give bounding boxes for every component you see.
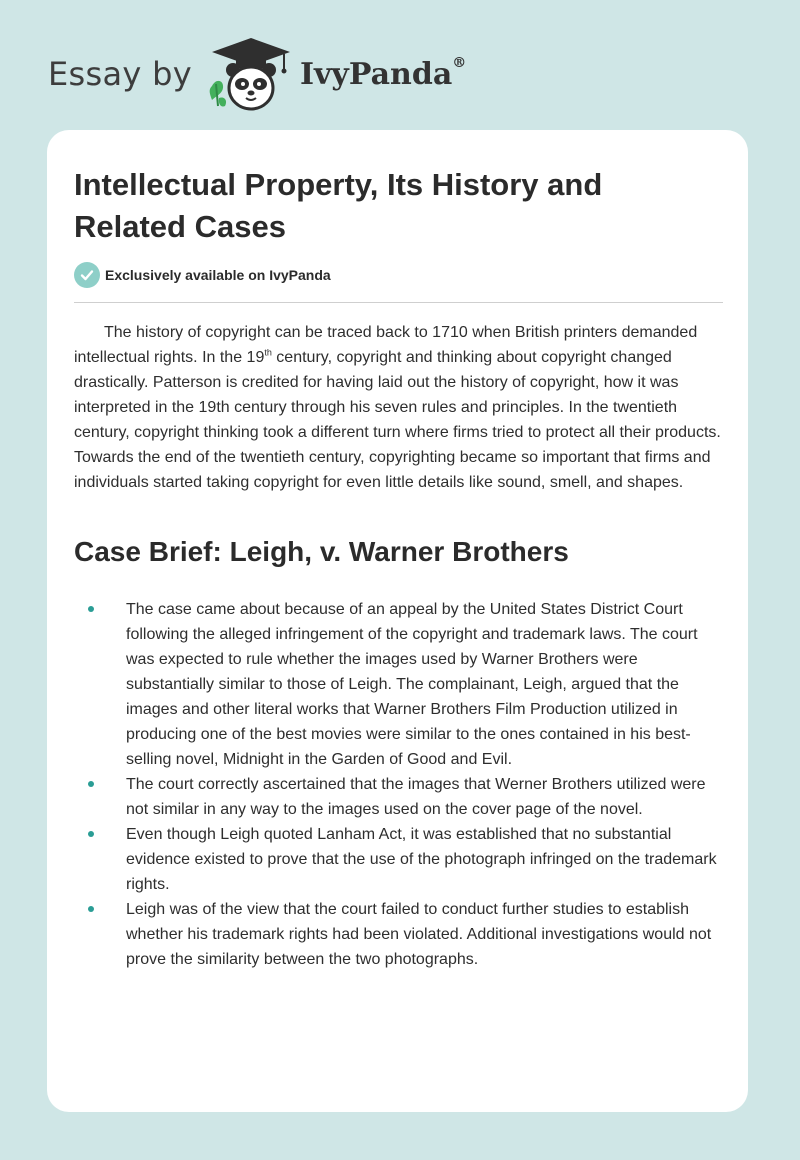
divider [74, 302, 723, 303]
check-icon [74, 262, 100, 288]
intro-paragraph [74, 320, 726, 495]
list-item-text: The court correctly ascertained that the images that Werner Brothers utilized were not similar in any way to the images used on the cover page of the novel. [126, 776, 706, 818]
section-heading: Case Brief: Leigh, v. Warner Brothers [74, 536, 569, 567]
bullet-icon [88, 781, 94, 787]
list-item [74, 822, 726, 897]
list-item [74, 897, 726, 972]
registered-mark: ® [452, 54, 467, 71]
site-header [48, 34, 466, 114]
exclusive-badge [74, 262, 331, 288]
bullet-icon [88, 831, 94, 837]
brand-name[interactable] [299, 54, 467, 92]
intro-text-1: The history of copyright can be traced back to 1710 when British printers demanded intellectual rights. In the 19 [74, 324, 698, 366]
essay-card [47, 130, 748, 1112]
list-item-text: The case came about because of an appeal by the United States District Court following the alleged infringement of the copyright and trademark laws. The court was expected to rule whether the images used by Warner Brothers were substantially similar to those of Leigh. The complainant, Leigh, argued that the images and other literal works that Warner Brothers Film Production utilized in producing one of the best movies were similar to the ones contained in his best-selling novel, Midnight in the Garden of Good and Evil. [126, 601, 698, 768]
essay-title: Intellectual Property, Its History and Related Cases [74, 167, 603, 244]
list-item [74, 597, 726, 772]
intro-text-2: century, copyright and thinking about copyright changed drastically. Patterson is credited for having laid out the history of copyright, how it was interpreted in the 19th century through his seven rules and principles. In the twentieth century, copyright thinking took a different turn where firms tried to protect all their products. Towards the end of the twentieth century, copyrighting became so important that firms and individuals started taking copyright for even little details like sound, smell, and shapes. [74, 349, 721, 491]
bullet-icon [88, 606, 94, 612]
list-item [74, 772, 726, 822]
panda-logo-icon[interactable] [206, 36, 296, 112]
essay-by-label: Essay by [48, 55, 192, 93]
list-item-text: Leigh was of the view that the court failed to conduct further studies to establish whether his trademark rights had been violated. Additional investigations would not prove the similarity between the two photographs. [126, 901, 712, 968]
brand-text: IvyPanda [299, 56, 453, 92]
exclusive-text: Exclusively available on IvyPanda [105, 267, 331, 283]
intro-superscript: th [264, 347, 272, 358]
list-item-text: Even though Leigh quoted Lanham Act, it was established that no substantial evidence existed to prove that the use of the photograph infringed on the trademark rights. [126, 826, 717, 893]
bullet-icon [88, 906, 94, 912]
case-bullet-list [74, 597, 726, 972]
